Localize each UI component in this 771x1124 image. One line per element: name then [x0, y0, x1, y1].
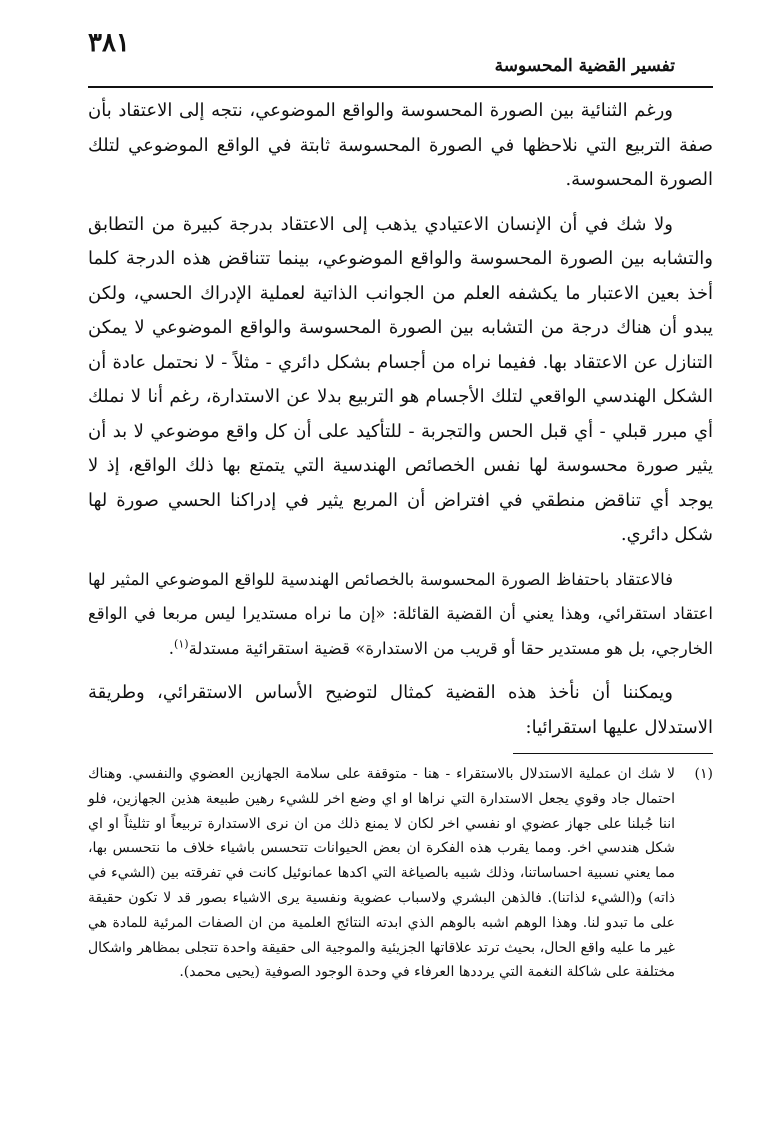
paragraph: ويمكننا أن نأخذ هذه القضية كمثال لتوضيح الأساس الاستقرائي، وطريقة الاستدلال عليها استقرائيا:: [88, 682, 713, 738]
paragraph-text: فالاعتقاد باحتفاظ الصورة المحسوسة بالخصائص الهندسية للواقع الموضوعي المثير لها اعتقاد استقرائي، وهذا يعني أن القضية القائلة: «إن ما نراه مستديرا ليس مربعا في الواقع الخارجي، بل هو مستدير حقا أو قريب من الاستدارة» قضية استقرائية مستدلة: [88, 569, 713, 658]
paragraph-with-footnote: [88, 563, 713, 667]
footnote: [88, 762, 713, 985]
footnote-text: لا شك ان عملية الاستدلال بالاستقراء - هنا - متوقفة على سلامة الجهازين العضوي والنفسي. وهناك احتمال جاد وقوي يجعل الاستدارة التي نراها او اي وضع اخر للشيء رهين طبيعة هذين الجهازين، فلو اننا جُبلنا على جهاز عضوي او نفسي اخر لكان لا يمنع ذلك من ان نرى الاستدارة تربيعاً او تثليثاً او اي شكل هندسي اخر. ومما يقرب هذه الفكرة ان بعض الحيوانات تتحسس باشياء خلاف ما نتحسس بها، مما يعني نسبية احساساتنا، وذلك شبيه بالصياغة التي اكدها عمانوئيل كانت في تفرقته بين (الشيء في ذاته) و(الشيء لذاتنا). فالذهن البشري ولاسباب عضوية ونفسية يرى الاشياء بصور قد لا تكون حقيقة على ما تبدو لنا. وهذا الوهم اشبه بالوهم الذي ابدته النتائج العلمية من ان الصفات المرئية للمادة هي غير ما عليه واقع الحال، بحيث ترتد علاقاتها الجزيئية والموجية الى حقيقة واحدة تتجلى بمظاهر واشكال مختلفة على شاكلة النغمة التي يرددها العرفاء في وحدة الوجود الصوفية (يحيى محمد).: [88, 766, 675, 981]
paragraph: ولا شك في أن الإنسان الاعتيادي يذهب إلى الاعتقاد بدرجة كبيرة من التطابق والتشابه بين الصورة المحسوسة والواقع الموضوعي، بينما تتناقض هذه الدرجة كلما أخذ بعين الاعتبار ما يكشفه العلم من الجوانب الذاتية لعملية الإدراك الحسي، ولكن يبدو أن هناك درجة من التشابه بين الصورة المحسوسة والواقع الموضوعي لا يمكن التنازل عن الاعتقاد بها. ففيما نراه من أجسام بشكل دائري - مثلاً - لا نحتمل عادة أن الشكل الهندسي الواقعي لتلك الأجسام هو التربيع بدلا عن الاستدارة، رغم أنا لا نملك أي مبرر قبلي - أي قبل الحس والتجربة - للتأكيد على أن كل واقع موضوعي لا بد أن يثير صورة محسوسة لها نفس الخصائص الهندسية التي يتمتع بها ذلك الواقع، إذ لا يوجد أي تناقض منطقي في افتراض أن المربع يثير في إدراكنا الحسي صورة لها شكل دائري.: [88, 213, 713, 545]
page-header: [88, 26, 675, 84]
footnote-marker: (١): [694, 766, 713, 782]
page-number: ٣٨١: [88, 28, 130, 58]
footnote-separator: [513, 753, 713, 754]
paragraph-tail: .: [168, 638, 175, 658]
footnote-reference[interactable]: (١): [174, 637, 189, 650]
running-title: تفسير القضية المحسوسة: [494, 56, 675, 76]
header-rule: [88, 86, 713, 88]
footnotes: [88, 762, 713, 985]
paragraph: ورغم الثنائية بين الصورة المحسوسة والواقع الموضوعي، نتجه إلى الاعتقاد بأن صفة التربيع التي نلاحظها في الصورة المحسوسة ثابتة في الواقع الموضوعي لتلك الصورة المحسوسة.: [88, 100, 713, 190]
body-text: [88, 94, 713, 755]
